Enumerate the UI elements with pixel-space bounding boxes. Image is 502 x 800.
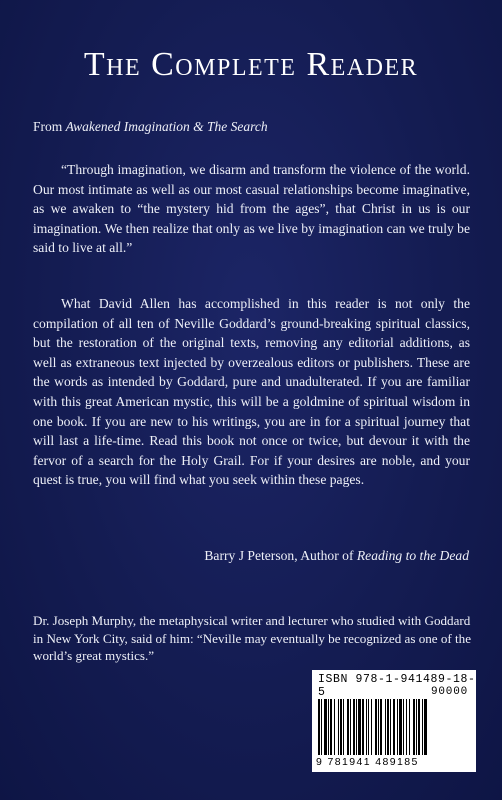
opening-quote: “Through imagination, we disarm and transform the violence of the world. Our most intimate as well as our most casual relationships become imaginative, as we awaken to “the mystery hid from the ages”, that Christ in us is our imagination. We then realize that only as we live by imagination can we truly be said to live at all.” [33, 162, 470, 256]
source-prefix: From [33, 119, 66, 134]
price-code: 90000 [430, 686, 468, 698]
barcode-bars [318, 699, 470, 755]
isbn-label: ISBN 978-1-941489-18-5 [318, 673, 476, 699]
source-separator: & [189, 119, 208, 134]
source-line [33, 119, 268, 135]
attribution-book: Reading to the Dead [356, 548, 469, 563]
barcode-digits: 9 781941 489185 [316, 756, 419, 768]
review-paragraph: What David Allen has accomplished in this reader is not only the compilation of all ten of Neville Goddard’s ground-breaking spiritual classics, but the restoration of the original texts, removing any editorial additions, as well as extraneous text injected by overzealous editors or publishers. These are the words as intended by Goddard, pure and unadulterated. If you are familiar with this great American mystic, this will be a goldmine of spiritual wisdom in one book. If you are new to his writings, you are in for a spiritual journey that will last a life-time. Read this book not once or twice, but devour it with the fervor of a search for the Holy Grail. For if your desires are noble, and your quest is true, you will find what you seek within these pages. [33, 296, 470, 488]
book-title: The Complete Reader [83, 46, 419, 83]
review-attribution [204, 548, 469, 564]
attribution-name: Barry J Peterson, Author of [204, 548, 357, 563]
isbn-barcode [312, 670, 476, 772]
murphy-endorsement: Dr. Joseph Murphy, the metaphysical writer and lecturer who studied with Goddard in New York City, said of him: “Neville may eventually be recognized as one of the world’s great mystics.” [33, 613, 472, 664]
source-book-2: The Search [207, 119, 268, 134]
source-book-1: Awakened Imagination [65, 119, 190, 134]
